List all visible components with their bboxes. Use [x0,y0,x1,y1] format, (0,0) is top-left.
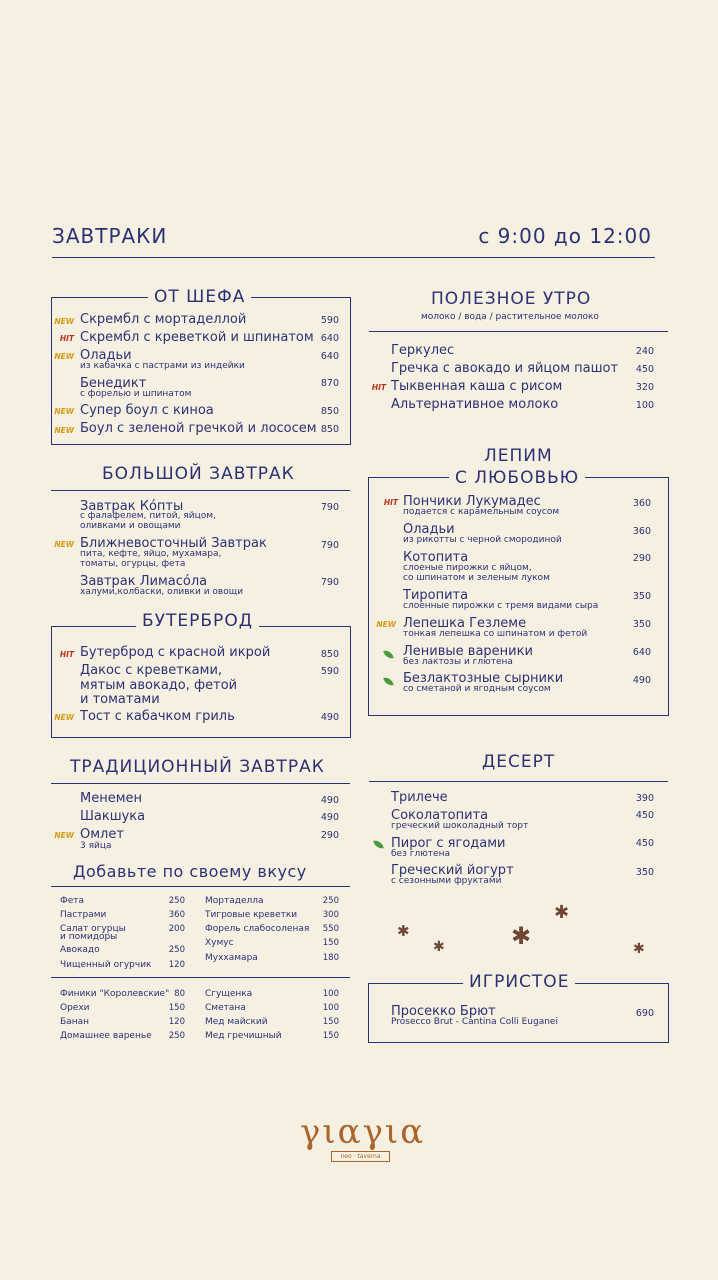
addon-price: 550 [322,924,339,934]
section-title-breakfast: ЗАВТРАКИ [52,224,168,248]
addon-price: 150 [322,1031,339,1041]
menu-item-desc: 3 яйца [80,841,112,851]
sparkling-title: ИГРИСТОЕ [463,972,575,992]
big-breakfast-title: БОЛЬШОЙ ЗАВТРАК [96,464,301,484]
header-divider [52,257,655,258]
addon-price: 80 [174,989,185,999]
menu-item-name: Бенедикт [80,376,147,391]
tag-new: NEW [54,317,74,326]
menu-item-name: Завтрак Лимасо́ла [80,574,208,589]
menu-item-name: Оладьи [80,348,132,363]
addon-price: 180 [322,953,339,963]
chef-title: ОТ ШЕФА [148,287,251,307]
breakfast-hours: с 9:00 до 12:00 [478,224,652,248]
addon-price: 120 [168,960,185,970]
addons-title: Добавьте по своему вкусу [73,862,307,881]
menu-item-name: Гречка с авокадо и яйцом пашот [391,361,619,376]
menu-item-name: Боул с зеленой гречкой и лососем [80,421,317,436]
menu-item-name: Завтрак Ко́пты [80,499,184,514]
menu-item-price: 450 [635,838,654,849]
menu-item-price: 290 [632,553,651,564]
addon-name: Орехи [60,1003,90,1013]
addon-price: 120 [168,1017,185,1027]
addon-name: Домашнее варенье [60,1031,152,1041]
dessert-title: ДЕСЕРТ [476,752,561,772]
addon-price: 250 [168,945,185,955]
menu-item-price: 490 [320,795,339,806]
menu-item-price: 790 [320,502,339,513]
addon-name: Мед гречишный [205,1031,282,1041]
menu-item-price: 490 [320,812,339,823]
addon-name: Авокадо [60,945,100,955]
menu-item-desc: греческий шоколадный торт [391,821,529,831]
menu-item-name: Ленивые вареники [403,644,533,659]
menu-item-desc: из рикотты с черной смородиной [403,535,562,545]
menu-item-price: 360 [632,498,651,509]
star-anise-icon: ✱ [511,922,532,950]
vegan-leaf-icon [373,839,383,849]
addon-name: Мед майский [205,1017,268,1027]
addon-name: Форель слабосоленая [205,924,310,934]
addon-name: и помидоры [60,932,118,942]
divider [51,490,350,491]
sandwich-title: БУТЕРБРОД [136,611,259,631]
menu-item-desc: тонкая лепешка со шпинатом и фетой [403,629,588,639]
menu-item-name: Супер боул с киноа [80,403,214,418]
tag-new: NEW [54,426,74,435]
addon-price: 150 [168,1003,185,1013]
menu-item-desc: без лактозы и глютена [403,657,513,667]
addon-name: Хумус [205,938,234,948]
addon-name: Фета [60,896,85,906]
divider [369,331,668,332]
menu-item-name: Омлет [80,827,124,842]
tag-hit: HIT [59,334,74,343]
menu-item-desc: без глютена [391,849,450,859]
tag-new: NEW [376,620,396,629]
addon-name: Чищенный огурчик [60,960,152,970]
addon-price: 360 [168,910,185,920]
menu-item-name: Котопита [403,550,469,565]
menu-item-desc: оливками и овощами [80,521,181,531]
menu-item-name: Скрембл с креветкой и шпинатом [80,330,314,345]
tag-new: NEW [54,713,74,722]
menu-item-price: 850 [320,424,339,435]
menu-item-name: Пончики Лукумадес [403,494,541,509]
menu-item-price: 790 [320,540,339,551]
menu-item-price: 490 [320,712,339,723]
tag-hit: HIT [383,498,398,507]
addon-name: Сметана [205,1003,246,1013]
love-title-line1: ЛЕПИМ [478,446,559,466]
menu-item-price: 350 [632,619,651,630]
menu-item-price: 450 [635,364,654,375]
menu-item-name: и томатами [80,692,160,707]
menu-item-desc: халуми,колбаски, оливки и овощи [80,587,244,597]
healthy-title: ПОЛЕЗНОЕ УТРО [425,289,597,309]
menu-item-price: 320 [635,382,654,393]
addon-name: Тигровые креветки [205,910,298,920]
menu-item-name: Греческий йогурт [391,863,514,878]
tag-hit: HIT [371,383,386,392]
menu-item-desc: с сезонными фруктами [391,876,502,886]
menu-item-name: Пирог с ягодами [391,836,506,851]
menu-item-desc: подается с карамельным соусом [403,507,560,517]
menu-item-price: 350 [635,867,654,878]
menu-item-desc: томаты, огурцы, фета [80,559,186,569]
menu-item-desc: с форелью и шпинатом [80,389,192,399]
addon-price: 100 [322,989,339,999]
menu-item-name: Дакос с креветками, [80,663,223,678]
menu-item-name: Шакшука [80,809,146,824]
addon-price: 250 [322,896,339,906]
menu-item-desc: со сметаной и ягодным соусом [403,684,551,694]
menu-item-name: Безлактозные сырники [403,671,564,686]
menu-item-price: 850 [320,649,339,660]
star-anise-icon: ✱ [554,902,570,923]
traditional-title: ТРАДИЦИОННЫЙ ЗАВТРАК [64,757,331,777]
addon-price: 150 [322,1017,339,1027]
menu-item-price: 240 [635,346,654,357]
menu-item-name: мятым авокадо, фетой [80,678,238,693]
menu-item-name: Скрембл с мортаделлой [80,312,247,327]
menu-item-name: Менемен [80,791,143,806]
tag-new: NEW [54,540,74,549]
menu-item-name: Геркулес [391,343,455,358]
menu-item-name: Альтернативное молоко [391,397,559,412]
menu-item-desc: из кабачка с пастрами из индейки [80,361,245,371]
menu-item-desc: Prosecco Brut - Cantina Colli Euganei [391,1017,558,1027]
menu-item-name: Бутерброд с красной икрой [80,645,271,660]
tag-new: NEW [54,831,74,840]
love-title-line2: С ЛЮБОВЬЮ [449,468,585,488]
divider [51,783,350,784]
addon-price: 300 [322,910,339,920]
tag-hit: HIT [59,650,74,659]
healthy-subtitle: молоко / вода / растительное молоко [421,312,599,322]
menu-item-desc: пита, кефте, яйцо, мухамара, [80,549,222,559]
addon-price: 250 [168,1031,185,1041]
star-anise-icon: ✱ [433,939,445,955]
menu-item-desc: слоенные пирожки с тремя видами сыра [403,601,599,611]
tag-new: NEW [54,352,74,361]
menu-item-price: 100 [635,400,654,411]
menu-item-name: Лепешка Гезлеме [403,616,527,631]
menu-item-price: 360 [632,526,651,537]
addon-price: 200 [168,924,185,934]
menu-item-price: 640 [320,333,339,344]
menu-item-name: Оладьи [403,522,455,537]
brand-logo: γιαγια [300,1112,426,1152]
divider [51,886,350,887]
divider [369,781,668,782]
menu-item-price: 640 [632,647,651,658]
addon-name: Банан [60,1017,89,1027]
menu-item-desc: со шпинатом и зеленым луком [403,573,550,583]
menu-item-price: 350 [632,591,651,602]
menu-item-name: Ближневосточный Завтрак [80,536,267,551]
menu-item-desc: с фалафелем, питой, яйцом, [80,511,216,521]
menu-item-price: 490 [632,675,651,686]
tag-new: NEW [54,407,74,416]
menu-item-price: 790 [320,577,339,588]
menu-item-name: Соколатопита [391,808,489,823]
menu-item-name: Тыквенная каша с рисом [391,379,563,394]
menu-item-price: 390 [635,793,654,804]
menu-item-price: 640 [320,351,339,362]
menu-item-name: Тиропита [403,588,469,603]
star-anise-icon: ✱ [633,941,645,957]
menu-item-desc: слоеные пирожки с яйцом, [403,563,532,573]
menu-item-price: 850 [320,406,339,417]
addon-name: Муххамара [205,953,258,963]
addon-price: 100 [322,1003,339,1013]
menu-item-name: Тост с кабачком гриль [80,709,235,724]
addon-price: 150 [322,938,339,948]
menu-item-name: Просекко Брют [391,1004,496,1019]
addon-name: Мортаделла [205,896,264,906]
brand-tagline: neo · taverna [331,1151,390,1162]
addon-name: Сгущенка [205,989,253,999]
addon-name: Пастрами [60,910,107,920]
addon-name: Финики "Королевские" [60,989,170,999]
menu-item-price: 870 [320,378,339,389]
addon-price: 250 [168,896,185,906]
menu-item-price: 690 [635,1008,654,1019]
menu-item-price: 290 [320,830,339,841]
menu-item-name: Трилече [391,790,448,805]
menu-item-price: 590 [320,666,339,677]
star-anise-icon: ✱ [397,922,410,940]
menu-item-price: 590 [320,315,339,326]
menu-item-price: 450 [635,810,654,821]
addon-name: Салат огурцы [60,924,126,934]
divider [51,977,350,978]
